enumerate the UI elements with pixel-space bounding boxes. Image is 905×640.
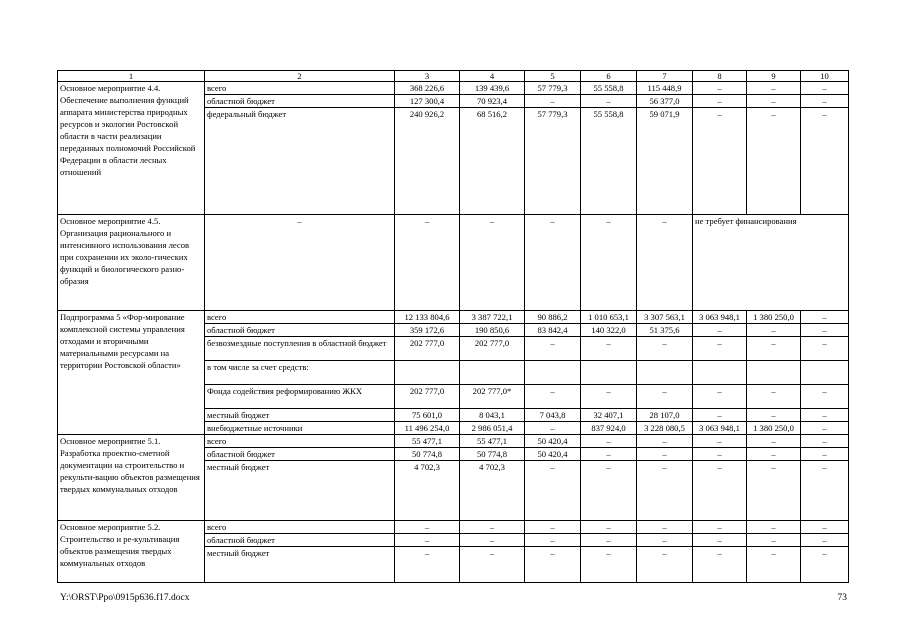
value-cell: –: [460, 215, 525, 311]
value-cell: –: [581, 435, 637, 448]
footer-file-path: Y:\ORST\Ppo\0915p636.f17.docx: [60, 593, 190, 603]
value-cell: –: [693, 435, 747, 448]
value-cell: 55 558,8: [581, 108, 637, 215]
value-cell: –: [747, 435, 801, 448]
value-cell: [747, 361, 801, 385]
value-cell: [395, 361, 460, 385]
value-cell: –: [747, 534, 801, 547]
value-cell: 28 107,0: [637, 409, 693, 422]
column-header: 10: [801, 71, 849, 82]
funding-source-cell: местный бюджет: [205, 409, 395, 422]
value-cell: [637, 361, 693, 385]
value-cell: 83 842,4: [525, 324, 581, 337]
value-cell: –: [801, 95, 849, 108]
value-cell: 57 779,3: [525, 108, 581, 215]
value-cell: –: [693, 547, 747, 583]
value-cell: –: [525, 337, 581, 361]
column-header: 2: [205, 71, 395, 82]
value-cell: 50 420,4: [525, 435, 581, 448]
value-cell: –: [801, 461, 849, 521]
value-cell: 4 702,3: [460, 461, 525, 521]
value-cell: [801, 361, 849, 385]
value-cell: –: [525, 385, 581, 409]
value-cell: 140 322,0: [581, 324, 637, 337]
value-cell: 7 043,8: [525, 409, 581, 422]
value-cell: –: [637, 461, 693, 521]
funding-source-cell: областной бюджет: [205, 95, 395, 108]
budget-table: [57, 70, 849, 583]
value-cell: –: [581, 461, 637, 521]
value-cell: –: [525, 95, 581, 108]
measure-title-cell: Основное мероприятие 4.5. Организация рационального и интенсивного использования лесов при сохранении их эколо-гических функций и биологического разно-образия: [58, 215, 205, 311]
column-header: 8: [693, 71, 747, 82]
value-cell: 59 071,9: [637, 108, 693, 215]
funding-source-cell: областной бюджет: [205, 448, 395, 461]
table-row: [58, 215, 849, 311]
value-cell: 3 228 080,5: [637, 422, 693, 435]
value-cell: –: [801, 521, 849, 534]
value-cell: –: [747, 547, 801, 583]
value-cell: [525, 361, 581, 385]
value-cell: 3 387 722,1: [460, 311, 525, 324]
value-cell: 1 010 653,1: [581, 311, 637, 324]
value-cell: –: [693, 108, 747, 215]
funding-source-cell: местный бюджет: [205, 461, 395, 521]
value-cell: –: [637, 547, 693, 583]
value-cell: –: [801, 409, 849, 422]
value-cell: –: [460, 534, 525, 547]
value-cell: –: [637, 534, 693, 547]
funding-source-cell: безвозмездные поступления в областной бюджет: [205, 337, 395, 361]
value-cell: –: [525, 422, 581, 435]
value-cell: 3 307 563,1: [637, 311, 693, 324]
value-cell: 202 777,0: [395, 337, 460, 361]
value-cell: 127 300,4: [395, 95, 460, 108]
value-cell: –: [581, 521, 637, 534]
value-cell: –: [693, 82, 747, 95]
value-cell: [581, 361, 637, 385]
value-cell: –: [525, 534, 581, 547]
funding-source-cell: внебюджетные источники: [205, 422, 395, 435]
value-cell: –: [525, 461, 581, 521]
funding-source-cell: областной бюджет: [205, 534, 395, 547]
value-cell: –: [637, 337, 693, 361]
value-cell: 115 448,9: [637, 82, 693, 95]
value-cell: 8 043,1: [460, 409, 525, 422]
table-row: [58, 521, 849, 534]
column-header: 6: [581, 71, 637, 82]
value-cell: 12 133 804,6: [395, 311, 460, 324]
value-cell: –: [801, 547, 849, 583]
value-cell: 68 516,2: [460, 108, 525, 215]
column-header: 9: [747, 71, 801, 82]
value-cell: –: [637, 448, 693, 461]
value-cell: –: [395, 534, 460, 547]
value-cell: 75 601,0: [395, 409, 460, 422]
value-cell: 190 850,6: [460, 324, 525, 337]
value-cell: 240 926,2: [395, 108, 460, 215]
value-cell: –: [801, 108, 849, 215]
value-cell: 3 063 948,1: [693, 311, 747, 324]
value-cell: –: [747, 324, 801, 337]
value-cell: 202 777,0: [395, 385, 460, 409]
page-number: 73: [837, 593, 847, 603]
value-cell: –: [801, 448, 849, 461]
value-cell: –: [693, 409, 747, 422]
value-cell: –: [581, 337, 637, 361]
value-cell: –: [693, 324, 747, 337]
no-funding-note: не требует финансирования: [693, 215, 849, 311]
column-header: 7: [637, 71, 693, 82]
value-cell: –: [801, 311, 849, 324]
value-cell: 1 380 250,0: [747, 311, 801, 324]
value-cell: –: [801, 324, 849, 337]
value-cell: –: [747, 409, 801, 422]
value-cell: –: [801, 82, 849, 95]
funding-source-cell: всего: [205, 435, 395, 448]
value-cell: 2 986 051,4: [460, 422, 525, 435]
value-cell: –: [747, 461, 801, 521]
value-cell: –: [693, 448, 747, 461]
measure-title-cell: Основное мероприятие 5.2. Строительство и ре-культивация объектов размещения твердых коммунальных отходов: [58, 521, 205, 583]
table-row: [58, 435, 849, 448]
value-cell: [693, 361, 747, 385]
value-cell: –: [747, 337, 801, 361]
value-cell: –: [637, 435, 693, 448]
value-cell: –: [693, 385, 747, 409]
value-cell: –: [747, 448, 801, 461]
table-row: [58, 311, 849, 324]
value-cell: 1 380 250,0: [747, 422, 801, 435]
value-cell: –: [581, 534, 637, 547]
value-cell: –: [460, 521, 525, 534]
value-cell: –: [693, 461, 747, 521]
table-row: [58, 82, 849, 95]
value-cell: 359 172,6: [395, 324, 460, 337]
funding-source-cell: местный бюджет: [205, 547, 395, 583]
value-cell: –: [747, 385, 801, 409]
value-cell: 51 375,6: [637, 324, 693, 337]
value-cell: 50 774,8: [395, 448, 460, 461]
value-cell: –: [395, 215, 460, 311]
value-cell: –: [637, 215, 693, 311]
value-cell: –: [581, 215, 637, 311]
value-cell: 3 063 948,1: [693, 422, 747, 435]
value-cell: 56 377,0: [637, 95, 693, 108]
value-cell: –: [395, 521, 460, 534]
funding-source-cell: областной бюджет: [205, 324, 395, 337]
value-cell: –: [801, 534, 849, 547]
value-cell: –: [525, 521, 581, 534]
value-cell: –: [581, 448, 637, 461]
value-cell: 50 774,8: [460, 448, 525, 461]
value-cell: 55 558,8: [581, 82, 637, 95]
table-header-row: [58, 71, 849, 82]
value-cell: –: [693, 521, 747, 534]
value-cell: –: [525, 215, 581, 311]
value-cell: –: [801, 385, 849, 409]
value-cell: 4 702,3: [395, 461, 460, 521]
funding-source-cell: Фонда содействия реформированию ЖКХ: [205, 385, 395, 409]
value-cell: 90 886,2: [525, 311, 581, 324]
column-header: 5: [525, 71, 581, 82]
measure-title-cell: Основное мероприятие 4.4. Обеспечение выполнения функций аппарата министерства природных ресурсов и экологии Ростовской области в части реализации переданных полномочий Российской Федерации в области лесных отношений: [58, 82, 205, 215]
column-header: 4: [460, 71, 525, 82]
value-cell: –: [693, 534, 747, 547]
value-cell: –: [747, 95, 801, 108]
value-cell: –: [581, 385, 637, 409]
value-cell: –: [747, 108, 801, 215]
value-cell: –: [693, 337, 747, 361]
funding-source-cell: всего: [205, 82, 395, 95]
value-cell: 11 496 254,0: [395, 422, 460, 435]
value-cell: –: [460, 547, 525, 583]
value-cell: –: [205, 215, 395, 311]
funding-source-cell: всего: [205, 521, 395, 534]
value-cell: –: [525, 547, 581, 583]
value-cell: 50 420,4: [525, 448, 581, 461]
value-cell: 368 226,6: [395, 82, 460, 95]
value-cell: 32 407,1: [581, 409, 637, 422]
value-cell: 55 477,1: [460, 435, 525, 448]
value-cell: –: [637, 521, 693, 534]
funding-source-cell: всего: [205, 311, 395, 324]
funding-source-cell: федеральный бюджет: [205, 108, 395, 215]
value-cell: –: [801, 337, 849, 361]
column-header: 1: [58, 71, 205, 82]
value-cell: –: [693, 95, 747, 108]
column-header: 3: [395, 71, 460, 82]
funding-source-cell: в том числе за счет средств:: [205, 361, 395, 385]
value-cell: –: [801, 435, 849, 448]
value-cell: 57 779,3: [525, 82, 581, 95]
value-cell: 55 477,1: [395, 435, 460, 448]
value-cell: –: [801, 422, 849, 435]
value-cell: –: [395, 547, 460, 583]
value-cell: –: [747, 521, 801, 534]
value-cell: 202 777,0: [460, 337, 525, 361]
value-cell: –: [747, 82, 801, 95]
value-cell: 202 777,0*: [460, 385, 525, 409]
value-cell: –: [581, 547, 637, 583]
value-cell: –: [581, 95, 637, 108]
value-cell: –: [637, 385, 693, 409]
value-cell: 70 923,4: [460, 95, 525, 108]
measure-title-cell: Основное мероприятие 5.1. Разработка проектно-сметной документации на строительство и рекульти-вацию объектов размещения твердых коммунальных отходов: [58, 435, 205, 521]
value-cell: 837 924,0: [581, 422, 637, 435]
value-cell: [460, 361, 525, 385]
value-cell: 139 439,6: [460, 82, 525, 95]
measure-title-cell: Подпрограмма 5 «Фор-мирование комплексной системы управления отходами и вторичными материальными ресурсами на территории Ростовской области»: [58, 311, 205, 435]
